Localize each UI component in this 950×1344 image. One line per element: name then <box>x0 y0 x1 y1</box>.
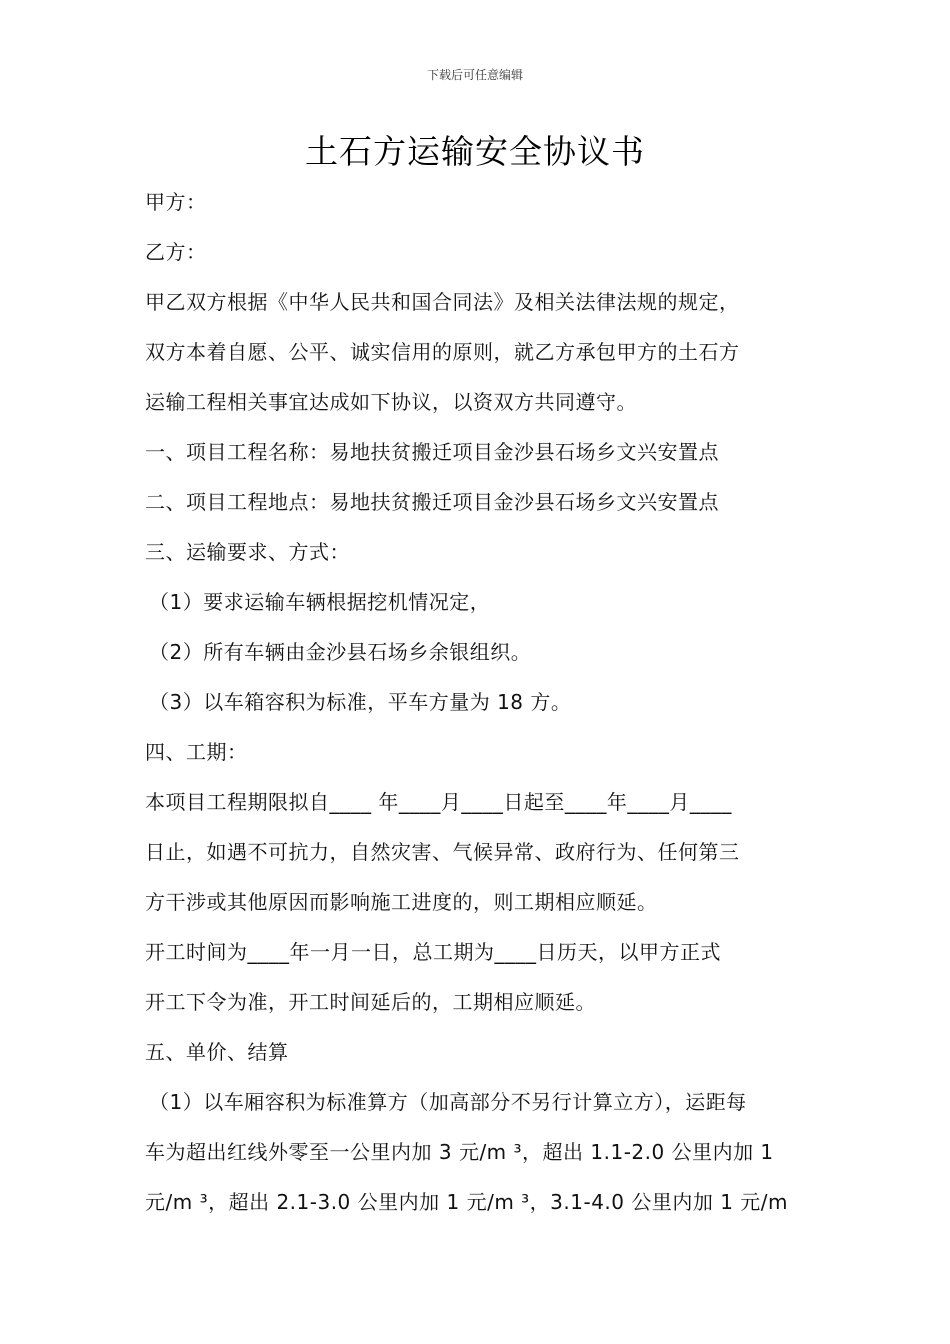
document-body <box>145 177 815 1227</box>
section-2-project-location: 二、项目工程地点：易地扶贫搬迁项目金沙县石场乡文兴安置点 <box>145 490 719 514</box>
section-3-item-2: （2）所有车辆由金沙县石场乡余银组织。 <box>149 640 532 664</box>
pricing-line-1: （1）以车厢容积为标准算方（加高部分不另行计算立方），运距每 <box>149 1090 747 1114</box>
schedule-line-2: 日止，如遇不可抗力，自然灾害、气候异常、政府行为、任何第三 <box>145 840 740 864</box>
section-1-project-name: 一、项目工程名称：易地扶贫搬迁项目金沙县石场乡文兴安置点 <box>145 440 719 464</box>
preamble-line-1: 甲乙双方根据《中华人民共和国合同法》及相关法律法规的规定， <box>145 290 740 314</box>
preamble-line-3: 运输工程相关事宜达成如下协议，以资双方共同遵守。 <box>145 390 637 414</box>
section-5-heading: 五、单价、结算 <box>145 1040 289 1064</box>
schedule-line-1: 本项目工程期限拟自____ 年____月____日起至____年____月____ <box>145 790 732 814</box>
preamble-line-2: 双方本着自愿、公平、诚实信用的原则，就乙方承包甲方的土石方 <box>145 340 740 364</box>
pricing-line-3: 元/m ³，超出 2.1-3.0 公里内加 1 元/m ³，3.1-4.0 公里内加 1 元/m <box>145 1190 789 1214</box>
pricing-line-2: 车为超出红线外零至一公里内加 3 元/m ³，超出 1.1-2.0 公里内加 1 <box>145 1140 774 1164</box>
header-note: 下载后可任意编辑 <box>426 68 523 82</box>
party-b-line: 乙方： <box>145 240 207 264</box>
party-a-line: 甲方： <box>145 190 207 214</box>
section-4-heading: 四、工期： <box>145 740 248 764</box>
section-3-heading: 三、运输要求、方式： <box>145 540 350 564</box>
start-time-line-1: 开工时间为____年一月一日，总工期为____日历天，以甲方正式 <box>145 940 721 964</box>
start-time-line-2: 开工下令为准，开工时间延后的，工期相应顺延。 <box>145 990 596 1014</box>
schedule-line-3: 方干涉或其他原因而影响施工进度的，则工期相应顺延。 <box>145 890 658 914</box>
section-3-item-3: （3）以车箱容积为标准，平车方量为 18 方。 <box>149 690 572 714</box>
section-3-item-1: （1）要求运输车辆根据挖机情况定， <box>149 590 491 614</box>
document-title: 土石方运输安全协议书 <box>305 132 645 171</box>
